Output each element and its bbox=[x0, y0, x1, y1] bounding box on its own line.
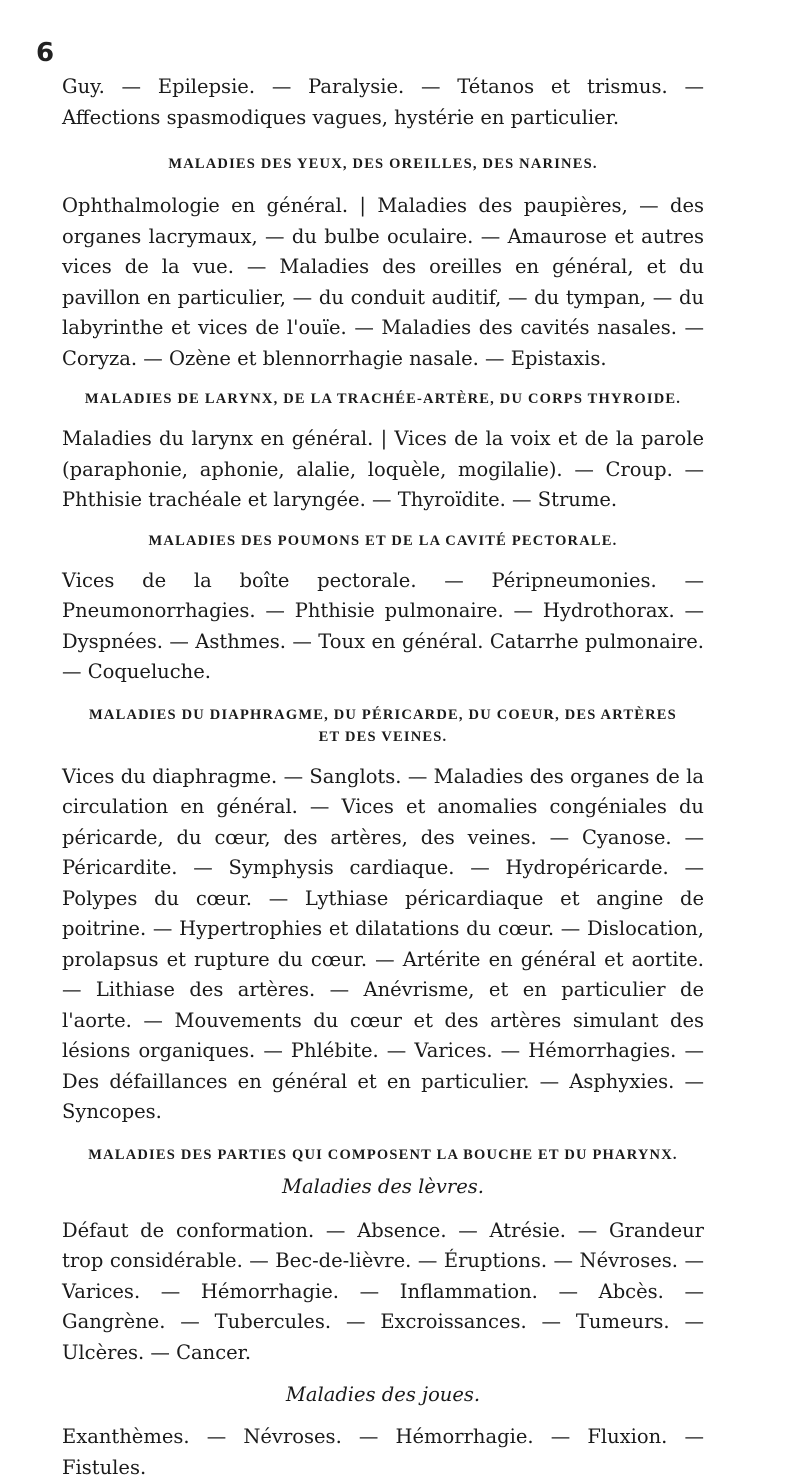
section-text-lips: Défaut de conformation. — Absence. — Atrésie. — Grandeur trop considérable. — Bec-de-lièvre. — Éruptions. — Névroses. — Varices. — Hémorrhagie. — Inflammation. — Abcès. — Gangrène. — Tubercules. — Excroissances. — Tumeurs. — Ulcères. — Cancer. bbox=[62, 1218, 704, 1364]
subheading-cheeks: Maladies des joues. bbox=[285, 1383, 481, 1406]
section-text-larynx: Maladies du larynx en général. | Vices de la voix et de la parole (paraphonie, aphonie, alalie, loquèle, mogilalie). — Croup. — Phthisie trachéale et laryngée. — Thyroïdite. — Strume. bbox=[62, 427, 704, 511]
page-body bbox=[62, 72, 704, 1483]
section-heading-heart bbox=[62, 704, 704, 748]
section-text-lungs: Vices de la boîte pectorale. — Péripneumonies. — Pneumonorrhagies. — Phthisie pulmonaire. — Hydrothorax. — Dyspnées. — Asthmes. — Toux en général. Catarrhe pulmonaire. — Coqueluche. bbox=[62, 568, 704, 683]
section-heading-eyes: MALADIES DES YEUX, DES OREILLES, DES NARINES. bbox=[168, 156, 598, 172]
section-text-cheeks: Exanthèmes. — Névroses. — Hémorrhagie. — Fluxion. — Fistules. bbox=[62, 1425, 704, 1479]
section-text-eyes: Ophthalmologie en général. | Maladies des paupières, — des organes lacrymaux, — du bulbe oculaire. — Amaurose et autres vices de la vue. — Maladies des oreilles en général, et du pavillon en particulier, — du conduit auditif, — du tympan, — du labyrinthe et vices de l'ouïe. — Maladies des cavités nasales. — Coryza. — Ozène et blennorrhagie nasale. — Epistaxis. bbox=[62, 194, 704, 370]
section-text-heart: Vices du diaphragme. — Sanglots. — Maladies des organes de la circulation en général. — Vices et anomalies congéniales du péricarde, du cœur, des artères, des veines. — Cyanose. — Péricardite. — Symphysis cardiaque. — Hydropéricarde. — Polypes du cœur. — Lythiase péricardiaque et angine de poitrine. — Hypertrophies et dilatations du cœur. — Dislocation, prolapsus et rupture du cœur. — Artérite en général et aortite. — Lithiase des artères. — Anévrisme, et en particulier de l'aorte. — Mouvements du cœur et des artères simulant des lésions organiques. — Phlébite. — Varices. — Hémorrhagies. — Des défaillances en général et en particulier. — Asphyxies. — Syncopes. bbox=[62, 764, 704, 1123]
section-heading-larynx: MALADIES DE LARYNX, DE LA TRACHÉE-ARTÈRE, DU CORPS THYROIDE. bbox=[84, 391, 682, 407]
intro-paragraph: Guy. — Epilepsie. — Paralysie. — Tétanos et trismus. — Affections spasmodiques vagues, hystérie en particulier. bbox=[62, 75, 704, 129]
page-number: 6 bbox=[36, 38, 55, 68]
subheading-lips: Maladies des lèvres. bbox=[281, 1174, 484, 1198]
section-heading-mouth: MALADIES DES PARTIES QUI COMPOSENT LA BOUCHE ET DU PHARYNX. bbox=[88, 1146, 678, 1163]
section-heading-heart-line1: MALADIES DU DIAPHRAGME, DU PÉRICARDE, DU COEUR, DES ARTÈRES bbox=[89, 706, 677, 723]
section-heading-lungs: MALADIES DES POUMONS ET DE LA CAVITÉ PECTORALE. bbox=[148, 532, 618, 549]
section-heading-heart-line2: ET DES VEINES. bbox=[318, 728, 448, 745]
